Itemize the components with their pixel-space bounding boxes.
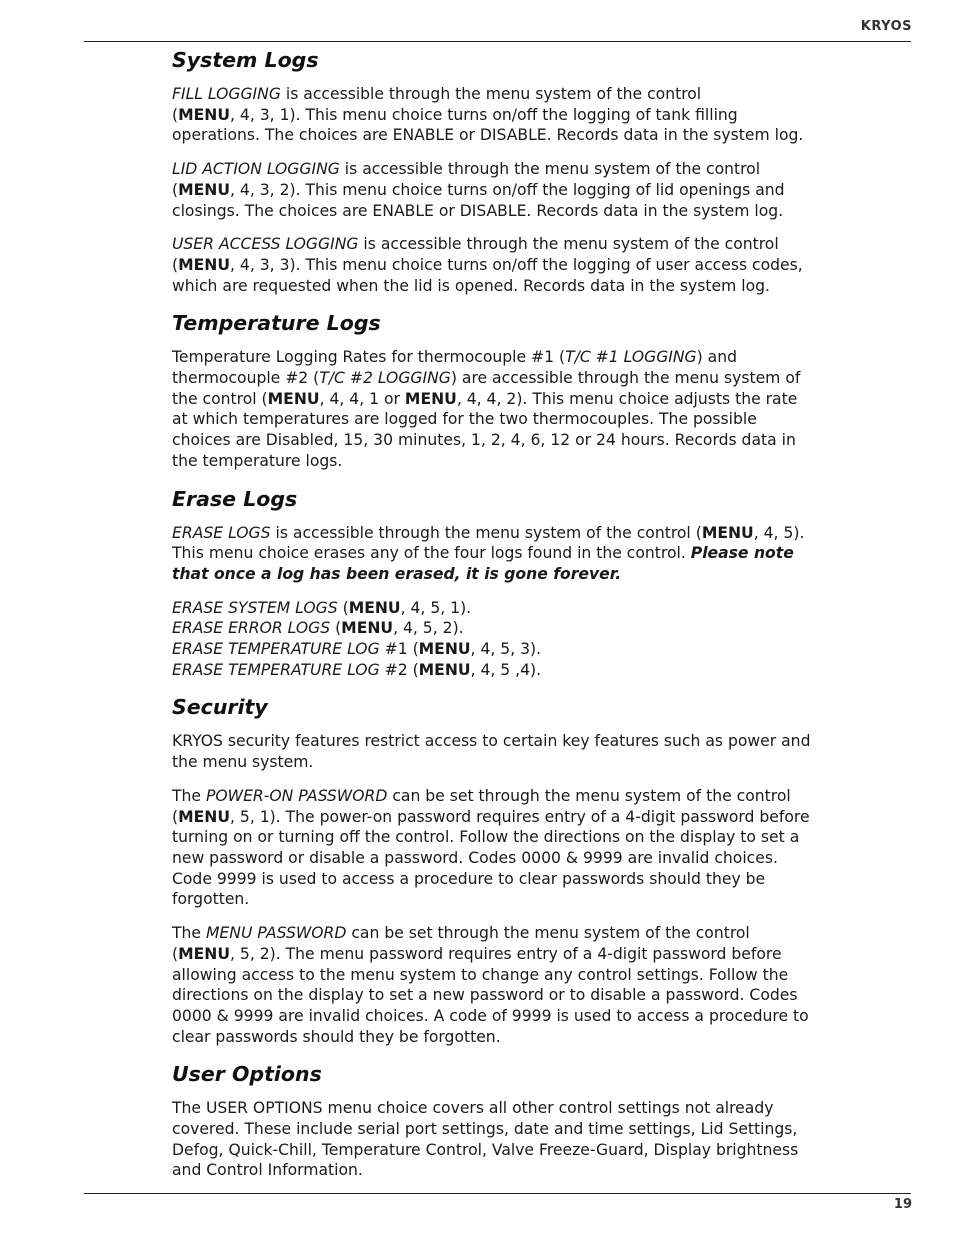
section-title: Security bbox=[172, 695, 268, 720]
paragraph-security-intro: KRYOS security features restrict access to certain key features such as power and the menu system. bbox=[172, 732, 811, 772]
header-brand: KRYOS bbox=[860, 19, 912, 34]
paragraph-fill-logging: FILL LOGGING is accessible through the menu system of the control (MENU, 4, 3, 1). This menu choice turns on/off the logging of tank filling operations. The choices are ENABLE or DISABLE. Records data in the system log. bbox=[172, 85, 804, 145]
paragraph-erase-logs: ERASE LOGS is accessible through the menu system of the control (MENU, 4, 5). This menu choice erases any of the four logs found in the control. Please note that once a log has been erased, it is gone forever. bbox=[172, 523, 805, 583]
section-system-logs bbox=[172, 46, 812, 296]
footer-rule bbox=[84, 1193, 911, 1194]
section-user-options bbox=[172, 1060, 812, 1181]
paragraph-user-options: The USER OPTIONS menu choice covers all other control settings not already covered. These include serial port settings, date and time settings, Lid Settings, Defog, Quick-Chill, Temperature Control, Valve Freeze-Guard, Display brightness and Control Information. bbox=[172, 1099, 799, 1180]
section-title: Temperature Logs bbox=[172, 311, 381, 336]
list-item: ERASE ERROR LOGS (MENU, 4, 5, 2). bbox=[172, 619, 464, 638]
warning-note: Please note that once a log has been erased, it is gone forever. bbox=[172, 544, 794, 583]
section-erase-logs bbox=[172, 485, 812, 681]
list-item: ERASE TEMPERATURE LOG #2 (MENU, 4, 5 ,4). bbox=[172, 660, 542, 679]
section-title: Erase Logs bbox=[172, 486, 298, 511]
page-content bbox=[172, 46, 812, 1183]
section-security bbox=[172, 693, 812, 1047]
erase-commands-list bbox=[172, 598, 812, 681]
paragraph-power-on-password: The POWER-ON PASSWORD can be set through the menu system of the control (MENU, 5, 1). The power-on password requires entry of a 4-digit password before turning on or turning off the control. Follow the directions on the display to set a new password or disable a password. Codes 0000 & 9999 are invalid choices. Code 9999 is used to access a procedure to clear passwords should they be forgotten. bbox=[172, 786, 810, 909]
list-item: ERASE SYSTEM LOGS (MENU, 4, 5, 1). bbox=[172, 598, 472, 617]
paragraph-temperature-logging: Temperature Logging Rates for thermocouple #1 (T/C #1 LOGGING) and thermocouple #2 (T/C #2 LOGGING) are accessible through the menu system of the control (MENU, 4, 4, 1 or MENU, 4, 4, 2). This menu choice adjusts the rate at which temperatures are logged for the two thermocouples. The possible choices are Disabled, 15, 30 minutes, 1, 2, 4, 6, 12 or 24 hours. Records data in the temperature logs. bbox=[172, 348, 801, 470]
page-number: 19 bbox=[893, 1197, 912, 1212]
section-title: User Options bbox=[172, 1062, 322, 1087]
paragraph-menu-password: The MENU PASSWORD can be set through the menu system of the control (MENU, 5, 2). The menu password requires entry of a 4-digit password before allowing access to the menu system to change any control settings. Follow the directions on the display to set a new password or to disable a password. Codes 0000 & 9999 are invalid choices. A code of 9999 is used to access a procedure to clear passwords should they be forgotten. bbox=[172, 924, 809, 1046]
section-temperature-logs bbox=[172, 309, 812, 471]
header-rule bbox=[84, 41, 911, 42]
paragraph-user-access-logging: USER ACCESS LOGGING is accessible through the menu system of the control (MENU, 4, 3, 3). This menu choice turns on/off the logging of user access codes, which are requested when the lid is opened. Records data in the system log. bbox=[172, 235, 803, 295]
paragraph-lid-action-logging: LID ACTION LOGGING is accessible through the menu system of the control (MENU, 4, 3, 2). This menu choice turns on/off the logging of lid openings and closings. The choices are ENABLE or DISABLE. Records data in the system log. bbox=[172, 160, 785, 220]
list-item: ERASE TEMPERATURE LOG #1 (MENU, 4, 5, 3). bbox=[172, 640, 542, 659]
section-title: System Logs bbox=[172, 48, 319, 72]
